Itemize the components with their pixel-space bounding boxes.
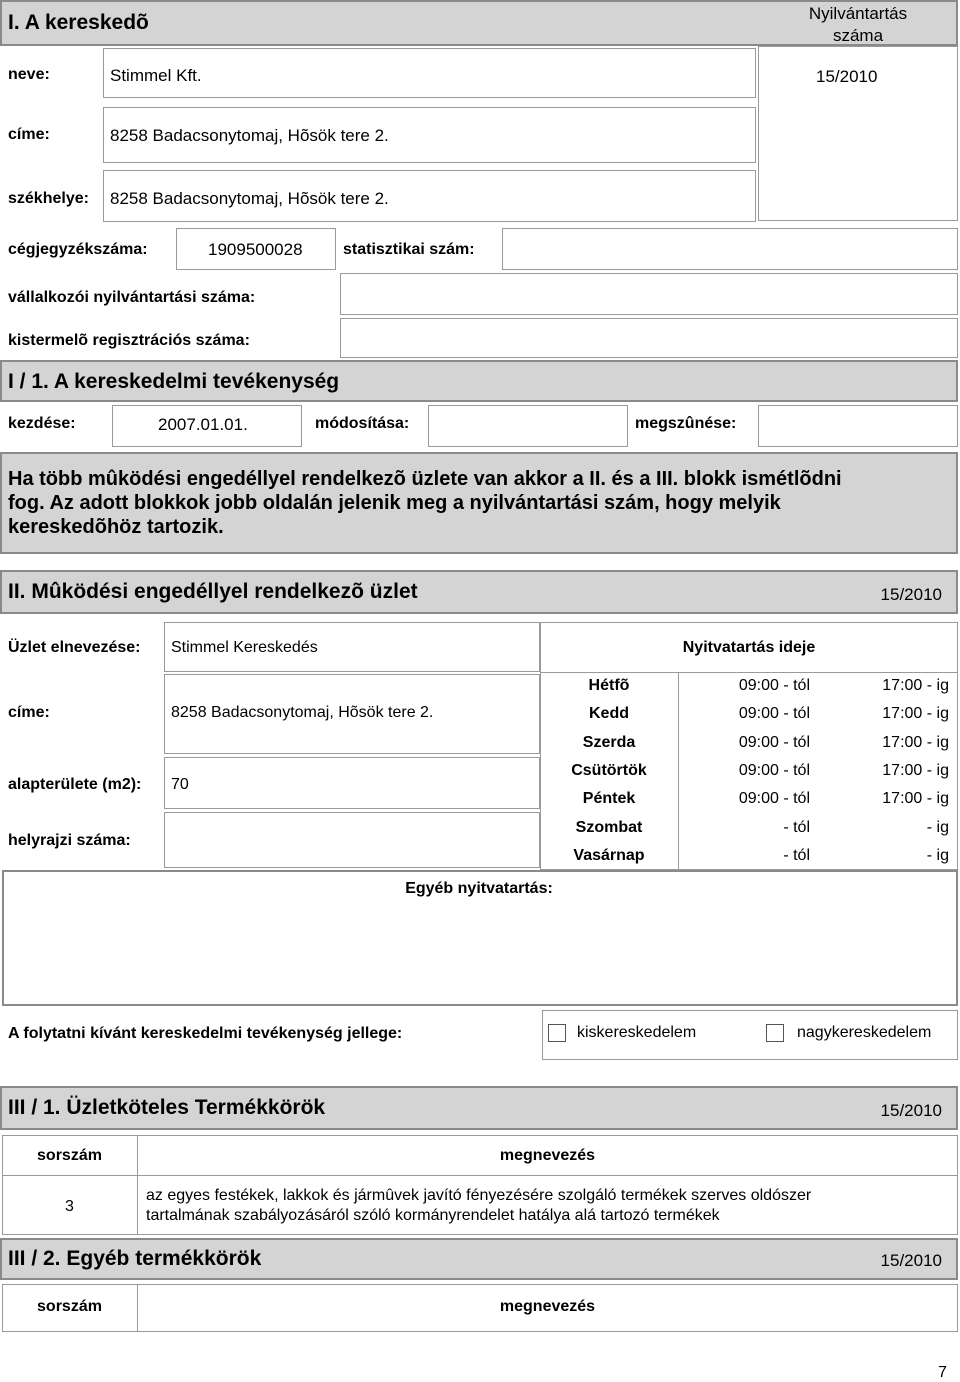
opening-hours-from: - tól <box>783 819 810 836</box>
wholesale-checkbox[interactable] <box>766 1024 784 1042</box>
area-value: 70 <box>171 776 189 793</box>
other-products-col-name: megnevezés <box>499 1298 596 1315</box>
opening-hours-to: 17:00 - ig <box>882 762 949 779</box>
opening-hours-to: 17:00 - ig <box>882 677 949 694</box>
modify-field[interactable] <box>428 405 628 447</box>
notice-line3: kereskedõhöz tartozik. <box>8 516 224 538</box>
reg-label-line2: száma <box>832 26 884 45</box>
parcel-field[interactable] <box>164 812 540 868</box>
address-label: címe: <box>8 126 50 143</box>
products-row-text-line2: tartalmának szabályozásáról szóló kormányrendelet hatálya alá tartozó termékek <box>146 1207 720 1224</box>
address-value: 8258 Badacsonytomaj, Hõsök tere 2. <box>110 126 389 145</box>
start-value: 2007.01.01. <box>158 415 248 434</box>
section2-reg-number: 15/2010 <box>880 585 942 604</box>
opening-hours-day: Hétfõ <box>588 677 630 694</box>
name-value: Stimmel Kft. <box>110 66 202 85</box>
activity-label: A folytatni kívánt kereskedelmi tevékenység jellege: <box>8 1025 403 1042</box>
products-table-header-divider <box>2 1175 958 1176</box>
section3-1-reg-number: 15/2010 <box>880 1101 942 1120</box>
seat-label: székhelye: <box>8 190 89 207</box>
section3-2-reg-number: 15/2010 <box>880 1251 942 1270</box>
opening-hours-to: 17:00 - ig <box>882 790 949 807</box>
company-reg-value: 1909500028 <box>208 240 303 259</box>
producer-field[interactable] <box>340 318 958 358</box>
opening-hours-from: 09:00 - tól <box>738 734 810 751</box>
products-row-number: 3 <box>65 1198 74 1215</box>
section2-address-label: címe: <box>8 704 50 721</box>
other-hours-field[interactable] <box>2 870 958 1006</box>
notice-line1: Ha több mûködési engedéllyel rendelkezõ üzlete van akkor a II. és a III. blokk ismétlõdni <box>8 468 842 490</box>
opening-hours-day: Szombat <box>575 819 643 836</box>
page-number: 7 <box>938 1364 947 1381</box>
other-hours-label: Egyéb nyitvatartás: <box>405 880 553 897</box>
end-label: megszûnése: <box>635 415 737 432</box>
modify-label: módosítása: <box>315 415 410 432</box>
products-col-name: megnevezés <box>499 1147 596 1164</box>
opening-hours-to: - ig <box>926 819 949 836</box>
producer-label: kistermelõ regisztrációs száma: <box>8 332 250 349</box>
other-products-col-number: sorszám <box>37 1298 102 1315</box>
wholesale-label: nagykereskedelem <box>797 1024 932 1041</box>
name-label: neve: <box>8 66 50 83</box>
retail-checkbox[interactable] <box>548 1024 566 1042</box>
end-field[interactable] <box>758 405 958 447</box>
opening-hours-from: 09:00 - tól <box>738 705 810 722</box>
stat-label: statisztikai szám: <box>343 241 475 258</box>
products-col-number: sorszám <box>37 1147 102 1164</box>
opening-hours-day: Vasárnap <box>573 847 645 864</box>
start-label: kezdése: <box>8 415 76 432</box>
opening-hours-day: Szerda <box>582 734 636 751</box>
section2-address-value: 8258 Badacsonytomaj, Hõsök tere 2. <box>171 704 434 721</box>
products-row-text-line1: az egyes festékek, lakkok és jármûvek javító fényezésére szolgáló termékek szerves oldószer <box>146 1187 812 1204</box>
section2-title: II. Mûködési engedéllyel rendelkezõ üzlet <box>8 580 418 603</box>
section1-1-title: I / 1. A kereskedelmi tevékenység <box>8 370 340 393</box>
notice-text <box>8 467 842 539</box>
retail-label: kiskereskedelem <box>577 1024 697 1041</box>
section3-1-title: III / 1. Üzletköteles Termékkörök <box>8 1096 326 1119</box>
reg-number-label <box>758 3 958 47</box>
entrepreneur-field[interactable] <box>340 273 958 315</box>
area-label: alapterülete (m2): <box>8 776 142 793</box>
shop-name-value: Stimmel Kereskedés <box>171 639 318 656</box>
opening-hours-to: 17:00 - ig <box>882 734 949 751</box>
section1-title: I. A kereskedõ <box>8 11 149 34</box>
stat-field[interactable] <box>502 228 958 270</box>
opening-hours-day: Csütörtök <box>571 762 647 779</box>
opening-hours-to: 17:00 - ig <box>882 705 949 722</box>
notice-line2: fog. Az adott blokkok jobb oldalán jelenik meg a nyilvántartási szám, hogy melyik <box>8 492 781 514</box>
opening-hours-from: 09:00 - tól <box>738 790 810 807</box>
opening-hours-to: - ig <box>926 847 949 864</box>
shop-name-label: Üzlet elnevezése: <box>8 639 141 656</box>
seat-value: 8258 Badacsonytomaj, Hõsök tere 2. <box>110 189 389 208</box>
opening-hours-from: 09:00 - tól <box>738 677 810 694</box>
opening-hours-title: Nyitvatartás ideje <box>682 639 816 656</box>
parcel-label: helyrajzi száma: <box>8 832 131 849</box>
section3-2-title: III / 2. Egyéb termékkörök <box>8 1247 262 1270</box>
opening-hours-day: Péntek <box>582 790 636 807</box>
opening-hours-from: 09:00 - tól <box>738 762 810 779</box>
area-field[interactable] <box>164 757 540 809</box>
company-reg-label: cégjegyzékszáma: <box>8 241 148 258</box>
entrepreneur-label: vállalkozói nyilvántartási száma: <box>8 289 256 306</box>
reg-number: 15/2010 <box>816 67 878 86</box>
opening-hours-day: Kedd <box>589 705 629 722</box>
reg-label-line1: Nyilvántartás <box>808 4 908 23</box>
opening-hours-from: - tól <box>783 847 810 864</box>
opening-hours-day-column-divider <box>678 672 679 870</box>
products-row-text <box>146 1186 811 1226</box>
opening-hours-divider <box>540 672 958 673</box>
